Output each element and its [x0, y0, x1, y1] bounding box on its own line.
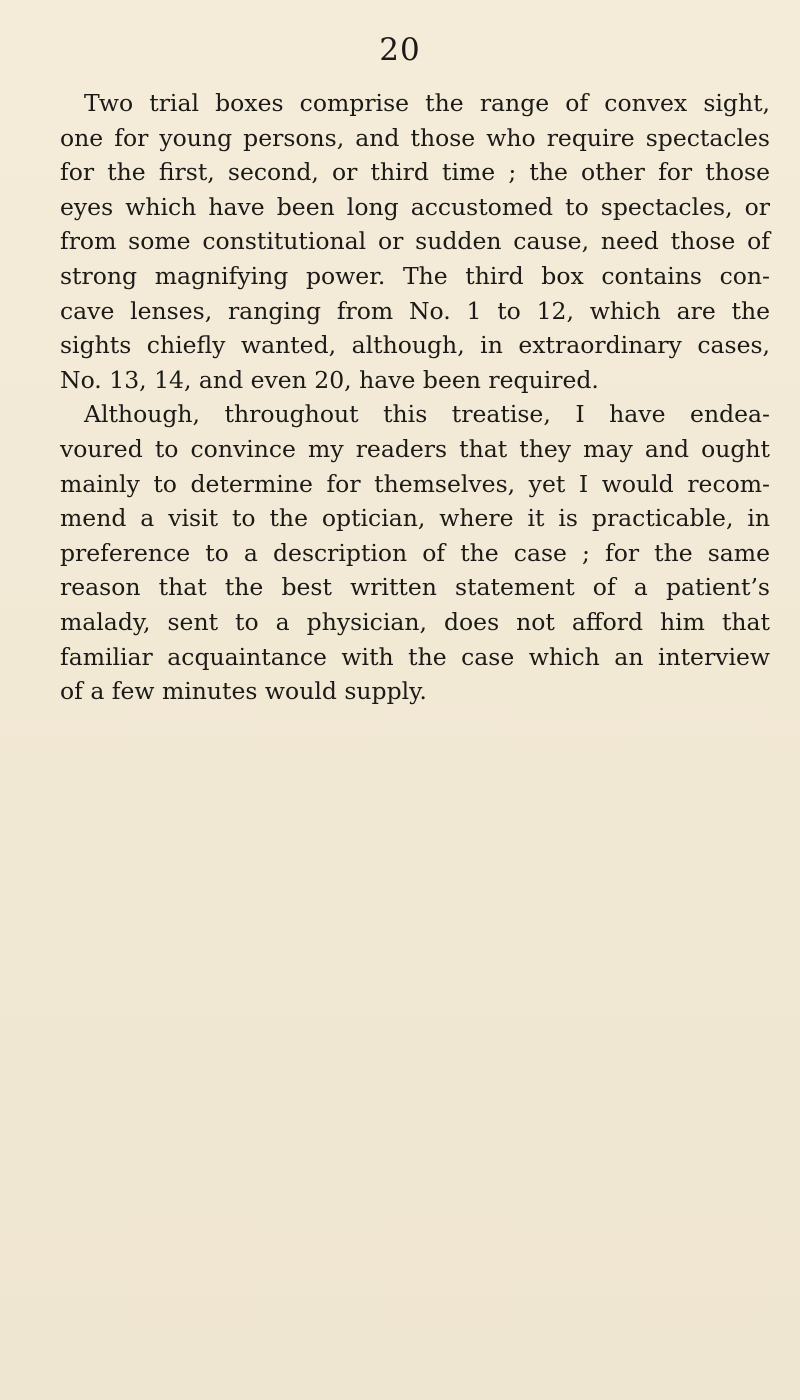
text-line: malady, sent to a physician, does not afford him that	[60, 607, 770, 636]
text-line: reason that the best written statement of a patient’s	[60, 573, 770, 602]
page-number: 20	[379, 32, 421, 68]
text-line: familiar acquaintance with the case which an interview	[60, 642, 770, 671]
text-line: sights chiefly wanted, although, in extraordinary cases,	[60, 331, 770, 360]
text-line: eyes which have been long accustomed to spectacles, or	[60, 192, 770, 221]
text-line: voured to convince my readers that they may and ought	[60, 434, 770, 463]
text-line: strong magnifying power. The third box contains con-	[60, 261, 770, 290]
text-line: preference to a description of the case ; for the same	[60, 538, 770, 567]
text-line: mend a visit to the optician, where it is practicable, in	[60, 504, 770, 533]
text-line: Two trial boxes comprise the range of convex sight,	[84, 89, 770, 117]
text-line: mainly to determine for themselves, yet I would recom-	[60, 469, 770, 498]
text-line: of a few minutes would supply.	[60, 677, 427, 706]
text-line: for the first, second, or third time ; the other for those	[60, 158, 770, 187]
text-line: one for young persons, and those who require spectacles	[60, 123, 770, 152]
text-line: Although, throughout this treatise, I have endea-	[84, 400, 770, 429]
text-line: No. 13, 14, and even 20, have been required.	[60, 365, 599, 394]
text-line: cave lenses, ranging from No. 1 to 12, which are the	[60, 296, 770, 325]
text-line: from some constitutional or sudden cause, need those of	[60, 227, 770, 256]
body-text	[60, 86, 770, 709]
